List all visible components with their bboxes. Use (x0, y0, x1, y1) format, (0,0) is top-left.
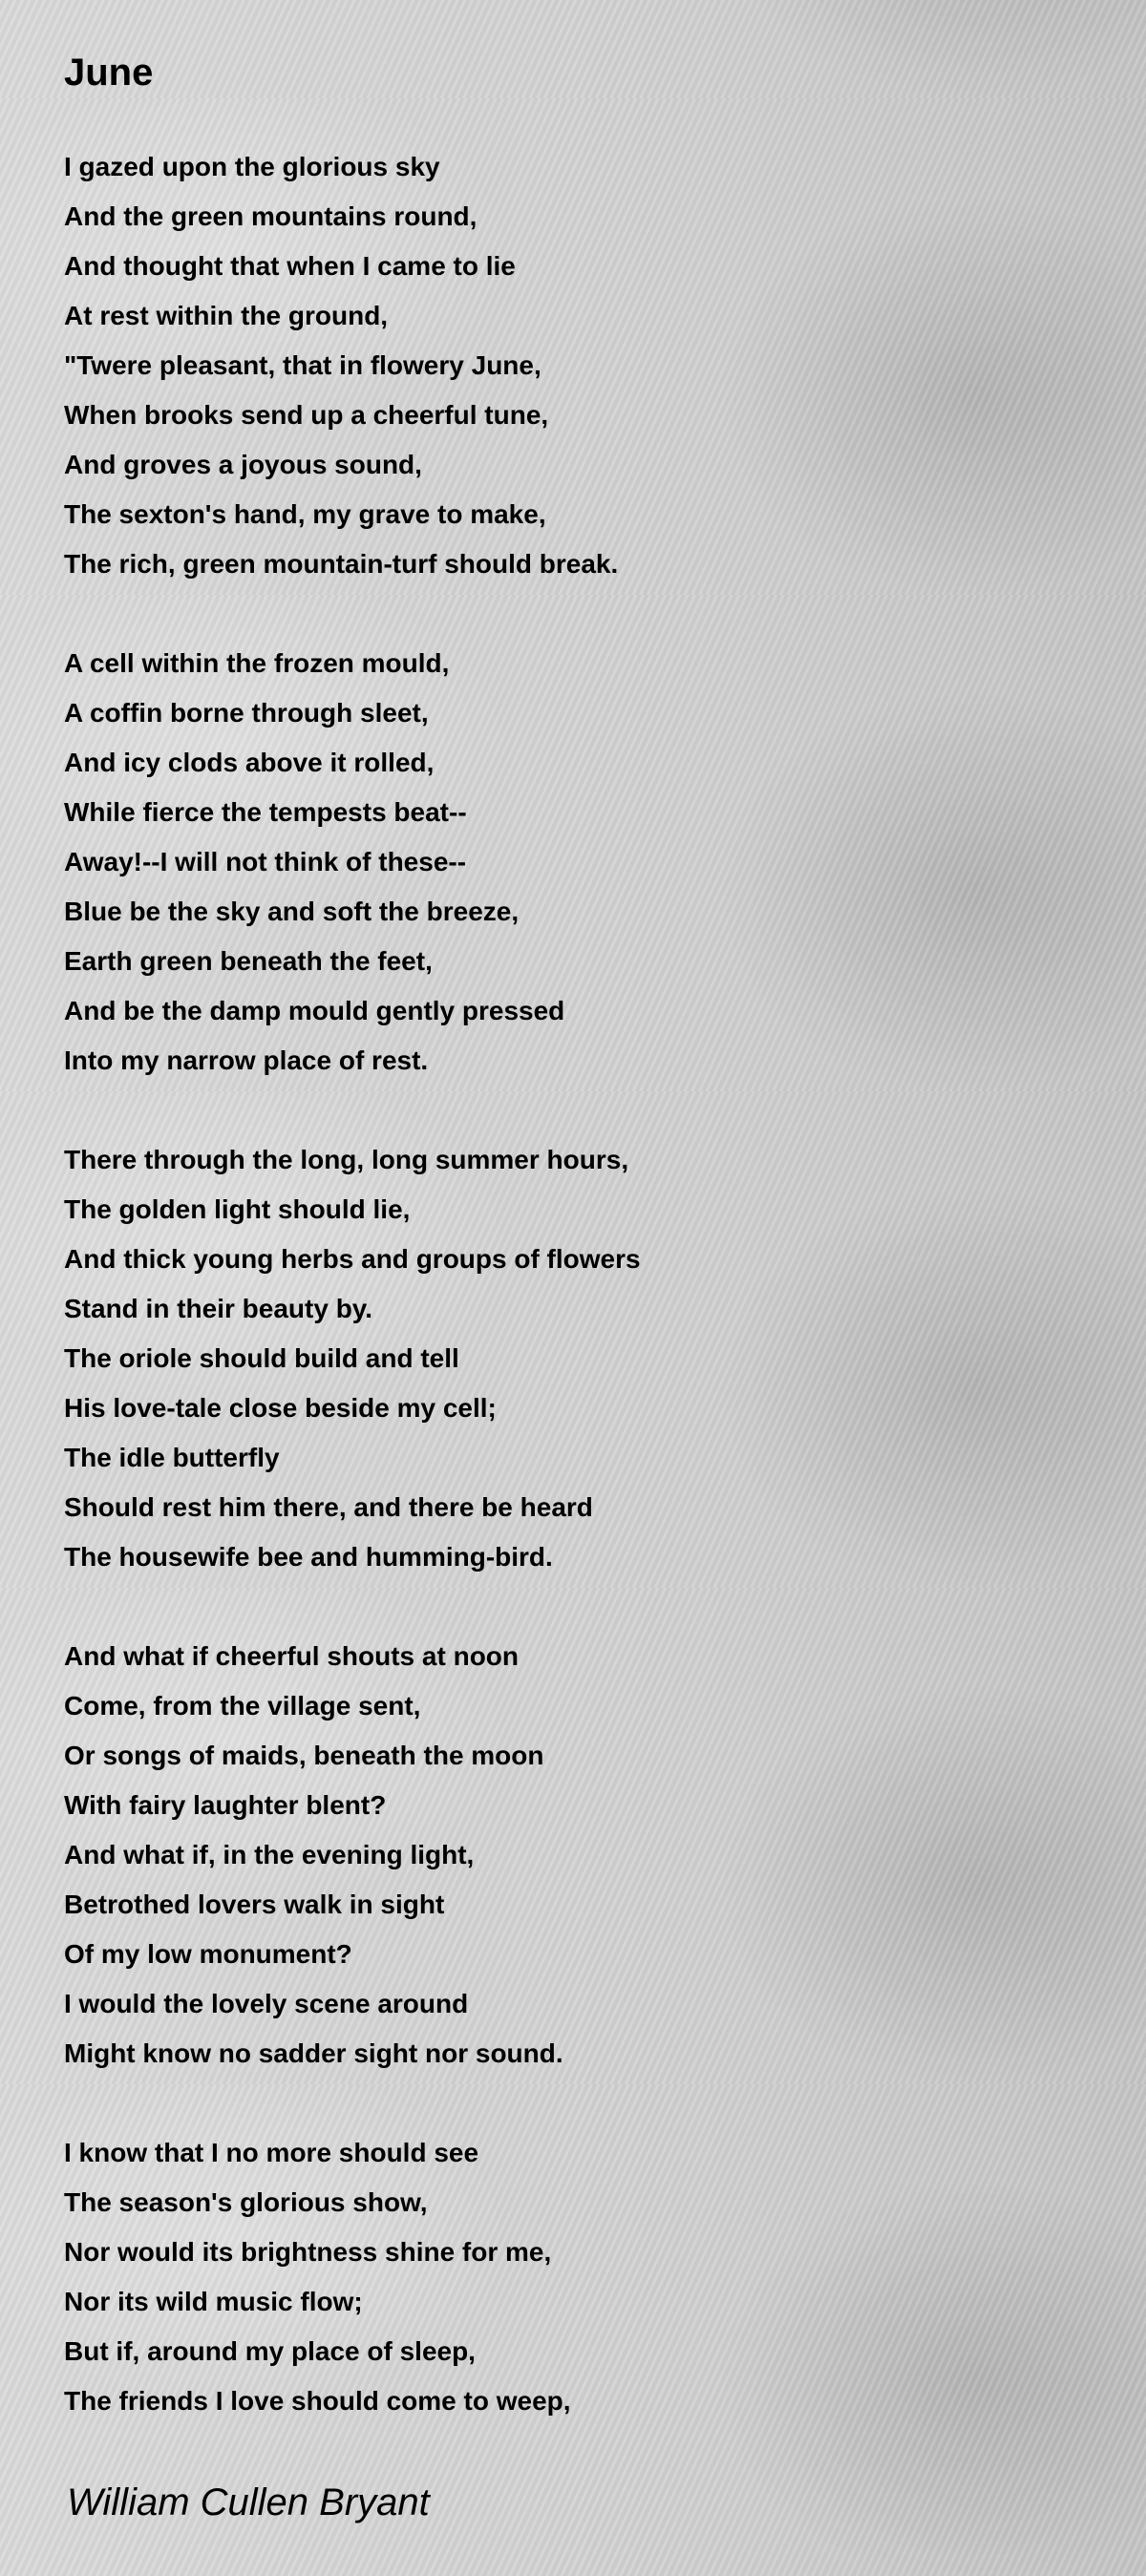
poem-line: And groves a joyous sound, (64, 450, 422, 479)
poem-line: The oriole should build and tell (64, 1343, 459, 1373)
poem-line: When brooks send up a cheerful tune, (64, 400, 549, 430)
poem-line: Might know no sadder sight nor sound. (64, 2038, 563, 2068)
poem-line: A cell within the frozen mould, (64, 648, 450, 678)
stanza (64, 639, 641, 1086)
stanza (64, 2128, 641, 2426)
poem-line: And icy clods above it rolled, (64, 748, 435, 777)
poem-line: Of my low monument? (64, 1939, 352, 1969)
poem-body (64, 142, 641, 2476)
stanza (64, 1135, 641, 1582)
poem-line: And thought that when I came to lie (64, 251, 516, 281)
poem-line: There through the long, long summer hours, (64, 1145, 629, 1174)
poem-line: Betrothed lovers walk in sight (64, 1890, 445, 1919)
poem-line: The housewife bee and humming-bird. (64, 1542, 553, 1572)
poem-line: Blue be the sky and soft the breeze, (64, 897, 520, 926)
poem-line: While fierce the tempests beat-- (64, 797, 467, 827)
poem-line: Away!--I will not think of these-- (64, 847, 467, 876)
poem-title: June (64, 52, 154, 94)
poem-line: With fairy laughter blent? (64, 1790, 387, 1820)
poem-line: Come, from the village sent, (64, 1691, 421, 1721)
poem-line: Nor would its brightness shine for me, (64, 2237, 552, 2267)
poem-line: I would the lovely scene around (64, 1989, 469, 2018)
poem-line: I gazed upon the glorious sky (64, 152, 440, 181)
stanza (64, 142, 641, 589)
poem-line: His love-tale close beside my cell; (64, 1393, 497, 1423)
poem-line: The idle butterfly (64, 1443, 280, 1472)
poem-line: And thick young herbs and groups of flowers (64, 1244, 641, 1274)
poem-line: And be the damp mould gently pressed (64, 996, 565, 1025)
poem-line: The friends I love should come to weep, (64, 2386, 571, 2416)
stanza (64, 1632, 641, 2079)
poem-line: "Twere pleasant, that in flowery June, (64, 350, 541, 380)
poem-line: Or songs of maids, beneath the moon (64, 1741, 544, 1770)
poem-line: Stand in their beauty by. (64, 1294, 373, 1323)
poem-line: Earth green beneath the feet, (64, 946, 433, 976)
poem-line: Into my narrow place of rest. (64, 1045, 429, 1075)
poem-line: The sexton's hand, my grave to make, (64, 499, 546, 529)
poem-line: The season's glorious show, (64, 2187, 428, 2217)
poem-line: Nor its wild music flow; (64, 2287, 363, 2316)
poem-line: The rich, green mountain-turf should break. (64, 549, 619, 579)
poem-line: I know that I no more should see (64, 2138, 479, 2167)
poem-line: A coffin borne through sleet, (64, 698, 429, 728)
poem-line: But if, around my place of sleep, (64, 2336, 476, 2366)
poem-line: Should rest him there, and there be heard (64, 1492, 593, 1522)
poem-line: And what if cheerful shouts at noon (64, 1641, 519, 1671)
poem-line: The golden light should lie, (64, 1194, 411, 1224)
poem-line: And what if, in the evening light, (64, 1840, 475, 1869)
poem-line: And the green mountains round, (64, 201, 478, 231)
poem-author: William Cullen Bryant (67, 2481, 430, 2523)
poem-line: At rest within the ground, (64, 301, 389, 330)
